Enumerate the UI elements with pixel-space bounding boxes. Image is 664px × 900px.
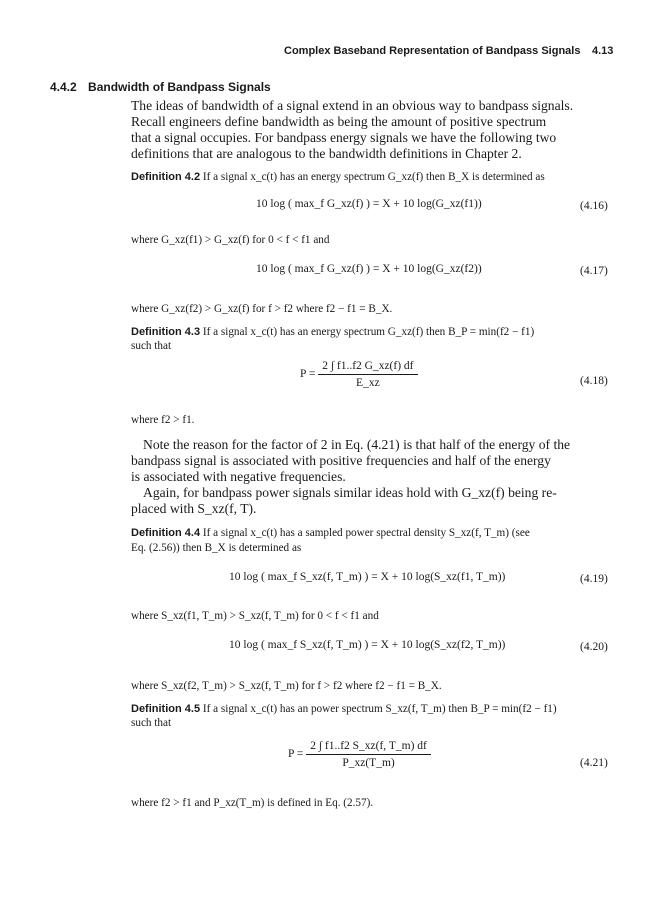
fraction: [306, 740, 431, 769]
fraction-numerator: 2 ∫ f1..f2 S_xz(f, T_m) df: [306, 740, 431, 755]
condition-text: where G_xz(f1) > G_xz(f) for 0 < f < f1 and: [131, 234, 330, 246]
section-title: Bandwidth of Bandpass Signals: [88, 80, 271, 94]
condition-text: where f2 > f1 and P_xz(T_m) is defined in Eq. (2.57).: [131, 797, 374, 809]
definition-text: If a signal x_c(t) has an energy spectrum G_xz(f) then B_P = min(f2 − f1): [202, 326, 535, 338]
equation-4-16: 10 log ( max_f G_xz(f) ) = X + 10 log(G_xz(f1)): [256, 198, 482, 210]
equation-number: (4.16): [580, 200, 608, 212]
condition-text: where G_xz(f2) > G_xz(f) for f > f2 where f2 − f1 = B_X.: [131, 303, 393, 315]
definition-text-cont: such that: [131, 340, 172, 352]
equation-number: (4.19): [580, 573, 608, 585]
definition-4-5: [131, 702, 615, 716]
condition-text: where f2 > f1.: [131, 414, 195, 426]
definition-text: If a signal x_c(t) has a sampled power spectral density S_xz(f, T_m) (see: [202, 527, 530, 539]
definition-label: Definition 4.2: [131, 171, 201, 183]
running-title: Complex Baseband Representation of Bandpass Signals: [284, 45, 581, 57]
note-line-1: Note the reason for the factor of 2 in Eq. (4.21) is that half of the energy of the: [143, 437, 571, 452]
note-line-5: placed with S_xz(f, T).: [131, 501, 257, 516]
equation-number: (4.20): [580, 641, 608, 653]
fraction-denominator: E_xz: [356, 377, 380, 389]
intro-line-2: Recall engineers define bandwidth as being the amount of positive spectrum: [131, 114, 547, 129]
definition-label: Definition 4.5: [131, 703, 201, 715]
definition-4-2: [131, 170, 615, 184]
equation-lhs: P =: [288, 748, 304, 761]
note-paragraph: [131, 437, 615, 517]
definition-text-cont: Eq. (2.56)) then B_X is determined as: [131, 542, 302, 554]
equation-4-20: 10 log ( max_f S_xz(f, T_m) ) = X + 10 log(S_xz(f2, T_m)): [229, 639, 506, 651]
definition-text: If a signal x_c(t) has an power spectrum S_xz(f, T_m) then B_P = min(f2 − f1): [202, 703, 557, 715]
intro-line-4: definitions that are analogous to the bandwidth definitions in Chapter 2.: [131, 146, 522, 161]
fraction: [318, 360, 417, 389]
note-line-2: bandpass signal is associated with positive frequencies and half of the energy: [131, 453, 551, 468]
intro-line-1: The ideas of bandwidth of a signal extend in an obvious way to bandpass signals.: [131, 98, 574, 113]
equation-4-21: [288, 740, 431, 769]
intro-line-3: that a signal occupies. For bandpass energy signals we have the following two: [131, 130, 557, 145]
note-line-4: Again, for bandpass power signals similar ideas hold with G_xz(f) being re-: [143, 485, 557, 500]
definition-label: Definition 4.4: [131, 527, 201, 539]
condition-text: where S_xz(f1, T_m) > S_xz(f, T_m) for 0 < f < f1 and: [131, 610, 379, 622]
equation-lhs: P =: [300, 368, 316, 381]
page-number: 4.13: [592, 45, 614, 57]
equation-number: (4.18): [580, 375, 608, 387]
fraction-denominator: P_xz(T_m): [342, 757, 395, 769]
intro-paragraph: [131, 98, 615, 162]
equation-4-17: 10 log ( max_f G_xz(f) ) = X + 10 log(G_xz(f2)): [256, 263, 482, 275]
definition-4-4: [131, 526, 615, 540]
definition-text-cont: such that: [131, 717, 172, 729]
condition-text: where S_xz(f2, T_m) > S_xz(f, T_m) for f > f2 where f2 − f1 = B_X.: [131, 680, 442, 692]
definition-text: If a signal x_c(t) has an energy spectrum G_xz(f) then B_X is determined as: [202, 171, 545, 183]
equation-number: (4.17): [580, 265, 608, 277]
note-line-3: is associated with negative frequencies.: [131, 469, 346, 484]
fraction-numerator: 2 ∫ f1..f2 G_xz(f) df: [318, 360, 417, 375]
definition-4-3: [131, 325, 615, 339]
running-header: [284, 45, 580, 57]
equation-number: (4.21): [580, 757, 608, 769]
equation-4-18: [300, 360, 418, 389]
section-number: 4.4.2: [50, 80, 77, 94]
definition-label: Definition 4.3: [131, 326, 201, 338]
equation-4-19: 10 log ( max_f S_xz(f, T_m) ) = X + 10 log(S_xz(f1, T_m)): [229, 571, 506, 583]
section-heading: [50, 80, 271, 94]
